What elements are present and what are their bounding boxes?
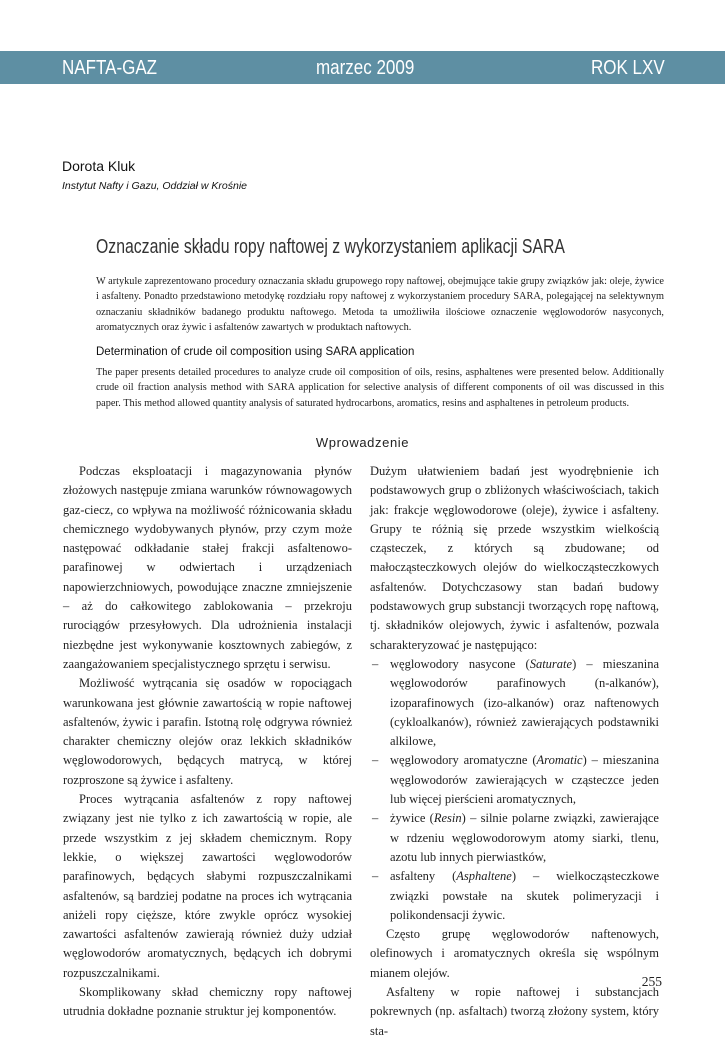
item-text-start: węglowodory nasycone (	[390, 656, 530, 671]
item-term: Aromatic	[536, 753, 583, 768]
item-text-end: ) – wielkocząsteczkowe związki powstałe na skutek polimeryzacji i polikondensacji żywic.	[390, 869, 659, 922]
abstract-english: The paper presents detailed procedures to analyze crude oil composition of oils, resins, asphaltenes were presented below. Additionally crude oil fraction analysis method with SARA application for selective analysis of different components of oil was discussed in this paper. This method allowed quantity analysis of saturated hydrocarbons, aromatics, resins and asphaltenes in petroleum products.	[96, 367, 664, 409]
component-group-list	[370, 655, 659, 925]
item-text-start: asfalteny (	[390, 869, 457, 884]
item-term: Saturate	[529, 656, 573, 671]
list-item	[370, 809, 659, 867]
body-column-left	[63, 462, 352, 1022]
page-number: 255	[641, 974, 662, 989]
journal-header-bar	[0, 51, 725, 84]
abstract-polish: W artykule zaprezentowano procedury oznaczania składu grupowego ropy naftowej, obejmujące takie grupy związków jak: oleje, żywice i asfalteny. Ponadto przedstawiono metodykę rozdziału ropy naftowej z wykorzystaniem procedury SARA, polegającej na selektywnym oznaczaniu składników badanego produktu naftowego. Metoda ta umożliwiła ilościowe oznaczenie węglowodorów nasyconych, aromatycznych oraz żywic i asfaltenów zawartych w produktach naftowych.	[96, 276, 664, 333]
issue-date: marzec 2009	[316, 57, 415, 79]
journal-name: NAFTA-GAZ	[62, 57, 158, 79]
paragraph: Często grupę węglowodorów naftenowych, olefinowych i aromatycznych określa się wspólnym mianem olejów.	[370, 927, 659, 980]
paragraph: Podczas eksploatacji i magazynowania płynów złożowych następuje zmiana warunków równowagowych gaz-ciecz, co wpływa na możliwość różnicowania składu chemicznego wydobywanych płynów, przy czym może następować odkładanie stałej frakcji asfaltenowo-parafinowej w odwiertach i urządzeniach napowierzchniowych, powodujące znaczne zmniejszenie – aż do całkowitego zablokowania – przekroju rurociągów przesyłowych. Dla udrożnienia instalacji niezbędne jest wykonywanie kosztownych zabiegów, z zaangażowaniem specjalistycznego sprzętu i serwisu.	[63, 464, 352, 671]
volume-number: ROK LXV	[591, 57, 665, 79]
paragraph: Asfalteny w ropie naftowej i substancjach pokrewnych (np. asfaltach) tworzą złożony system, który sta-	[370, 985, 659, 1038]
list-item	[370, 751, 659, 809]
item-text-start: węglowodory aromatyczne (	[390, 753, 537, 768]
paragraph: Skomplikowany skład chemiczny ropy naftowej utrudnia dokładne poznanie struktur jej komponentów.	[63, 985, 352, 1019]
item-term: Asphaltene	[456, 869, 512, 884]
paragraph: Możliwość wytrącania się osadów w ropociągach warunkowana jest głównie zawartością w ropie naftowej asfaltenów, żywic i parafin. Istotną rolę odgrywa również charakter chemiczny olejów oraz lekkich składników węglowodorowych, będących matrycą, w której rozproszone są żywice i asfalteny.	[63, 676, 352, 787]
item-text-end: ) – mieszanina węglowodorów parafinowych (n-alkanów), izoparafinowych (izo-alkanów) oraz naftenowych (cykloalkanów), również zawierających podstawniki alkilowe,	[390, 656, 659, 749]
article-title-english: Determination of crude oil composition using SARA application	[96, 346, 415, 358]
body-column-right	[370, 462, 659, 1041]
list-item	[370, 867, 659, 925]
author-name: Dorota Kluk	[62, 158, 136, 174]
paragraph: Proces wytrącania asfaltenów z ropy naftowej związany jest nie tylko z ich zawartością w ropie, ale przede wszystkim z jej składem chemicznym. Ropy lekkie, o większej zawartości węglowodorów parafinowych, będących słabymi rozpuszczalnikami asfaltenów, są bardziej podatne na proces ich wytrącania aniżeli ropy cięższe, które zwykle oprócz wysokiej zawartości asfaltenów zawierają również duży udział węglowodorów aromatycznych, będących ich dobrymi rozpuszczalnikami.	[63, 792, 352, 980]
item-term: Resin	[433, 811, 462, 826]
section-heading: Wprowadzenie	[315, 435, 410, 450]
item-text-start: żywice (	[390, 811, 434, 826]
item-text-end: ) – mieszanina węglowodorów zawierających w cząsteczce jeden lub więcej pierścieni aromatycznych,	[390, 753, 660, 807]
item-text-end: ) – silnie polarne związki, zawierające w rdzeniu węglowodorowym atomy siarki, tlenu, azotu lub innych pierwiastków,	[390, 811, 659, 864]
paragraph: Dużym ułatwieniem badań jest wyodrębnienie ich podstawowych grup o zbliżonych właściwościach, takich jak: frakcje węglowodorowe (oleje), żywice i asfalteny. Grupy te różnią się przede wszystkim wielkością cząsteczek, z których są zbudowane; od małocząsteczkowych olejów do wielkocząsteczkowych asfaltenów. Dotychczasowy stan badań budowy podstawowych grup substancji tworzących ropę naftową, tj. składników olejowych, żywic i asfaltenów, pozwala scharakteryzować je następująco:	[370, 464, 659, 652]
list-item	[370, 655, 659, 751]
article-title-polish: Oznaczanie składu ropy naftowej z wykorzystaniem aplikacji SARA	[96, 236, 565, 258]
author-affiliation: Instytut Nafty i Gazu, Oddział w Krośnie	[62, 180, 247, 192]
